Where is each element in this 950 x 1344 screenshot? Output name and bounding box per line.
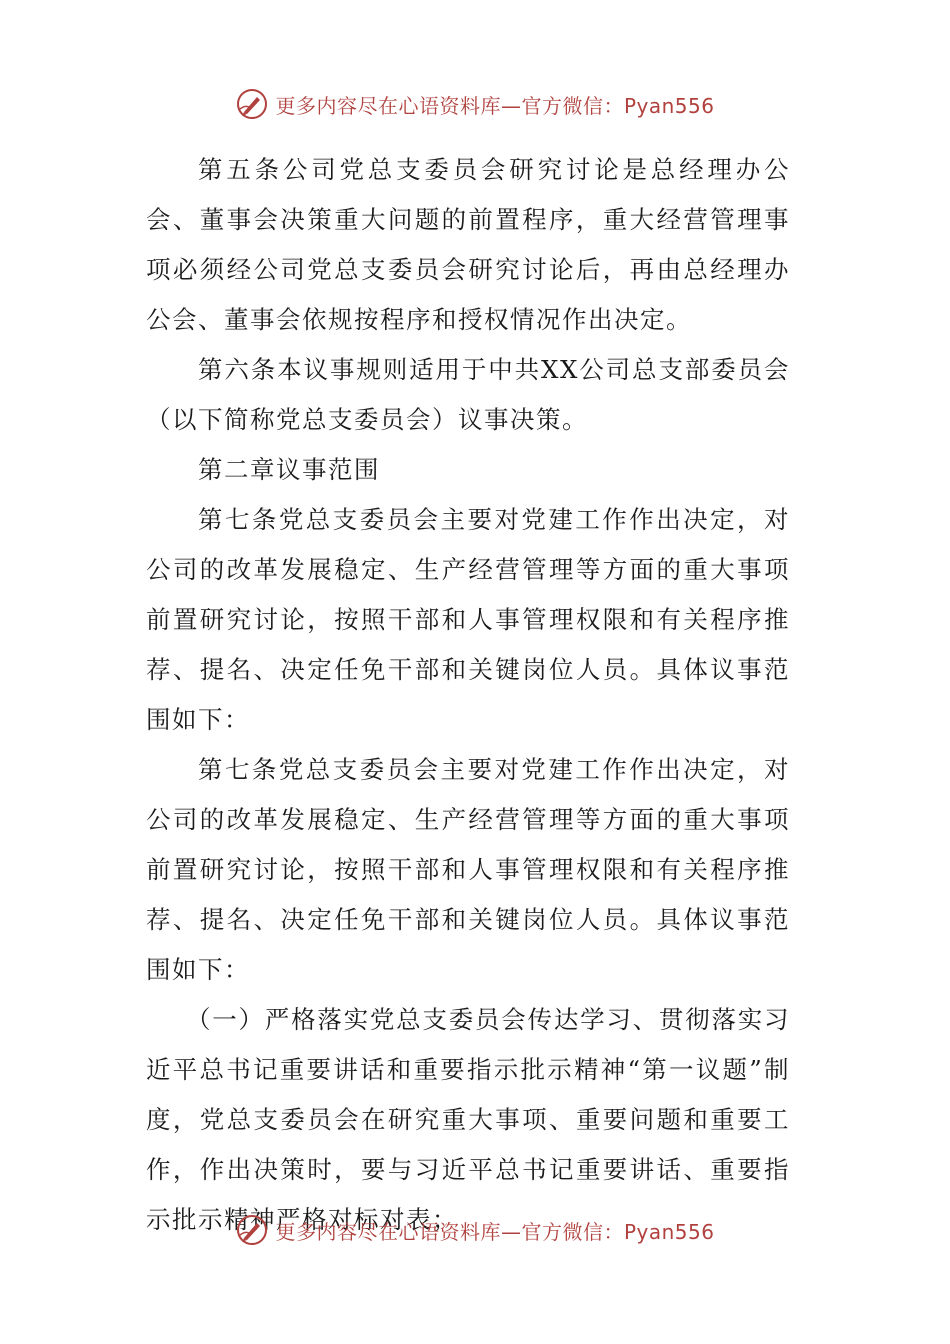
header-banner-text: 更多内容尽在心语资料库—官方微信：Pyan556	[275, 93, 715, 118]
chapter-heading: 第二章议事范围	[198, 455, 380, 484]
footer-banner	[0, 1210, 950, 1250]
paragraph-item-1: （一）严格落实党总支委员会传达学习、贯彻落实习近平总书记重要讲话和重要指示批示精神“第一议题”制度，党总支委员会在研究重大事项、重要问题和重要工作，作出决策时，要与习近平总书记重要讲话、重要指示批示精神严格对标对表；	[146, 1005, 790, 1234]
pen-logo-icon	[235, 87, 269, 121]
footer-banner-text: 更多内容尽在心语资料库—官方微信：Pyan556	[275, 1219, 715, 1244]
paragraph-article-7: 第七条党总支委员会主要对党建工作作出决定，对公司的改革发展稳定、生产经营管理等方面的重大事项前置研究讨论，按照干部和人事管理权限和有关程序推荐、提名、决定任免干部和关键岗位人员。具体议事范围如下：	[146, 505, 790, 734]
pen-logo-icon	[235, 1213, 269, 1247]
paragraph-article-7-repeat: 第七条党总支委员会主要对党建工作作出决定，对公司的改革发展稳定、生产经营管理等方面的重大事项前置研究讨论，按照干部和人事管理权限和有关程序推荐、提名、决定任免干部和关键岗位人员。具体议事范围如下：	[146, 755, 790, 984]
paragraph-article-5: 第五条公司党总支委员会研究讨论是总经理办公会、董事会决策重大问题的前置程序，重大经营管理事项必须经公司党总支委员会研究讨论后，再由总经理办公会、董事会依规按程序和授权情况作出决定。	[146, 155, 790, 334]
paragraph-article-6: 第六条本议事规则适用于中共XX公司总支部委员会（以下简称党总支委员会）议事决策。	[146, 355, 790, 434]
header-banner	[0, 84, 950, 124]
document-body	[146, 145, 790, 1245]
